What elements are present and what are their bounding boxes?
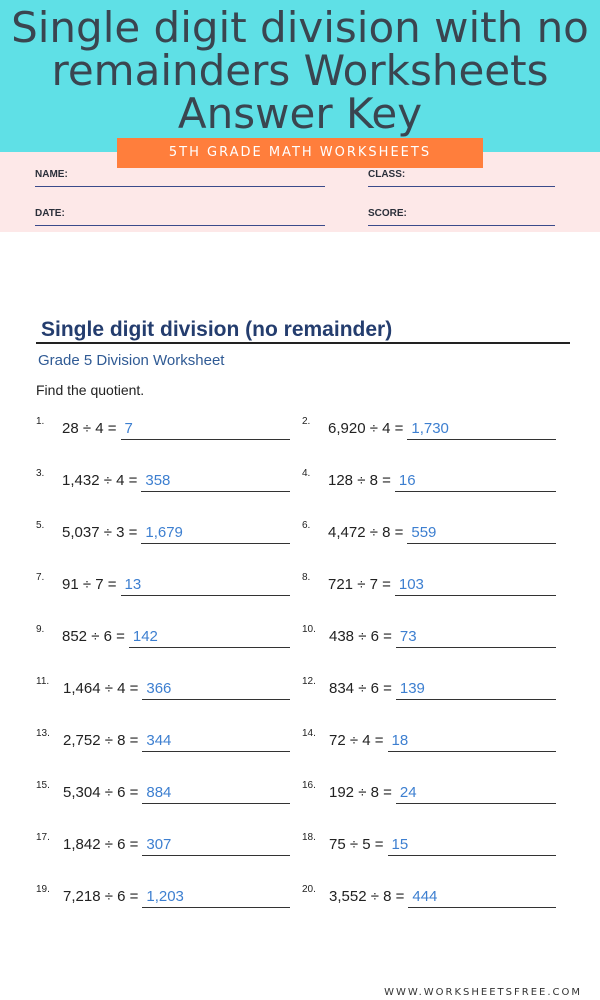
problem-expression: 1,842 ÷ 6 =	[63, 836, 139, 853]
answer-line	[388, 751, 556, 752]
problem-number: 5.	[36, 520, 45, 531]
answer-line	[142, 751, 290, 752]
problem-item	[36, 624, 296, 646]
problem-number: 18.	[302, 832, 316, 843]
problem-expression: 834 ÷ 6 =	[329, 680, 392, 697]
problem-number: 19.	[36, 884, 50, 895]
problem-expression: 7,218 ÷ 6 =	[63, 888, 139, 905]
problem-expression: 6,920 ÷ 4 =	[328, 420, 404, 437]
answer-value: 1,730	[411, 420, 449, 437]
problem-number: 7.	[36, 572, 45, 583]
answer-value: 73	[399, 628, 417, 645]
answer-value: 15	[391, 836, 409, 853]
class-field-line	[368, 186, 555, 187]
answer-line	[407, 439, 556, 440]
answer-line	[121, 595, 290, 596]
date-label: DATE:	[35, 208, 65, 219]
answer-value: 1,679	[145, 524, 183, 541]
problem-number: 10.	[302, 624, 316, 635]
answer-line	[142, 803, 290, 804]
answer-line	[395, 595, 556, 596]
problem-expression: 852 ÷ 6 =	[62, 628, 125, 645]
problem-item	[302, 572, 562, 594]
problem-item	[302, 468, 562, 490]
problem-expression: 721 ÷ 7 =	[328, 576, 391, 593]
answer-line	[388, 855, 556, 856]
problem-item	[302, 416, 562, 438]
date-field-line	[35, 225, 325, 226]
problem-number: 9.	[36, 624, 45, 635]
title-line-2: remainders Worksheets	[51, 46, 549, 95]
title-divider	[36, 342, 570, 344]
problem-expression: 5,304 ÷ 6 =	[63, 784, 139, 801]
problem-item	[302, 624, 562, 646]
problem-expression: 2,752 ÷ 8 =	[63, 732, 139, 749]
answer-value: 7	[124, 420, 133, 437]
answer-line	[142, 699, 290, 700]
problem-number: 15.	[36, 780, 50, 791]
problem-item	[36, 676, 296, 698]
problem-number: 6.	[302, 520, 311, 531]
problem-item	[36, 884, 296, 906]
answer-line	[395, 491, 556, 492]
problem-number: 20.	[302, 884, 316, 895]
answer-line	[141, 491, 290, 492]
problem-number: 2.	[302, 416, 311, 427]
problem-expression: 192 ÷ 8 =	[329, 784, 392, 801]
class-label: CLASS:	[368, 169, 406, 180]
answer-line	[407, 543, 556, 544]
answer-value: 344	[146, 732, 172, 749]
answer-line	[121, 439, 290, 440]
answer-line	[129, 647, 290, 648]
answer-value: 559	[411, 524, 437, 541]
problem-expression: 128 ÷ 8 =	[328, 472, 391, 489]
problem-number: 8.	[302, 572, 311, 583]
problem-expression: 72 ÷ 4 =	[329, 732, 384, 749]
page-title	[0, 3, 600, 138]
problem-number: 11.	[36, 676, 50, 687]
answer-line	[396, 699, 556, 700]
problem-number: 1.	[36, 416, 45, 427]
answer-line	[142, 907, 290, 908]
problem-item	[302, 728, 562, 750]
problem-item	[302, 676, 562, 698]
answer-value: 139	[399, 680, 425, 697]
answer-value: 16	[398, 472, 416, 489]
answer-value: 24	[399, 784, 417, 801]
answer-value: 103	[398, 576, 424, 593]
problem-number: 14.	[302, 728, 316, 739]
title-line-1: Single digit division with no	[11, 3, 589, 52]
problem-expression: 1,432 ÷ 4 =	[62, 472, 138, 489]
problem-item	[302, 832, 562, 854]
problem-item	[36, 520, 296, 542]
answer-value: 884	[146, 784, 172, 801]
problem-number: 16.	[302, 780, 316, 791]
answer-value: 142	[132, 628, 158, 645]
answer-line	[141, 543, 290, 544]
problem-item	[36, 780, 296, 802]
name-label: NAME:	[35, 169, 68, 180]
answer-value: 1,203	[146, 888, 184, 905]
answer-value: 18	[391, 732, 409, 749]
problem-number: 12.	[302, 676, 316, 687]
problem-item	[36, 572, 296, 594]
answer-line	[408, 907, 556, 908]
problem-expression: 91 ÷ 7 =	[62, 576, 117, 593]
worksheet-title: Single digit division (no remainder)	[41, 318, 393, 341]
problem-expression: 3,552 ÷ 8 =	[329, 888, 405, 905]
answer-value: 307	[146, 836, 172, 853]
problem-number: 13.	[36, 728, 50, 739]
answer-value: 366	[146, 680, 172, 697]
score-label: SCORE:	[368, 208, 407, 219]
problem-item	[302, 520, 562, 542]
problem-item	[36, 468, 296, 490]
problem-expression: 75 ÷ 5 =	[329, 836, 384, 853]
problem-expression: 4,472 ÷ 8 =	[328, 524, 404, 541]
answer-value: 358	[145, 472, 171, 489]
score-field-line	[368, 225, 555, 226]
site-url: WWW.WORKSHEETSFREE.COM	[384, 987, 582, 998]
problem-item	[36, 728, 296, 750]
problem-number: 4.	[302, 468, 311, 479]
problem-expression: 5,037 ÷ 3 =	[62, 524, 138, 541]
problem-item	[36, 832, 296, 854]
title-line-3: Answer Key	[177, 89, 423, 138]
name-field-line	[35, 186, 325, 187]
problem-number: 3.	[36, 468, 45, 479]
answer-value: 13	[124, 576, 142, 593]
grade-badge: 5TH GRADE MATH WORKSHEETS	[117, 138, 483, 168]
problem-expression: 28 ÷ 4 =	[62, 420, 117, 437]
header-banner	[0, 0, 600, 152]
answer-line	[396, 647, 556, 648]
problem-expression: 438 ÷ 6 =	[329, 628, 392, 645]
problem-expression: 1,464 ÷ 4 =	[63, 680, 139, 697]
answer-line	[396, 803, 556, 804]
worksheet-instruction: Find the quotient.	[36, 382, 145, 398]
answer-value: 444	[412, 888, 438, 905]
worksheet-subtitle: Grade 5 Division Worksheet	[38, 352, 225, 369]
answer-line	[142, 855, 290, 856]
problem-item	[36, 416, 296, 438]
problem-item	[302, 780, 562, 802]
problem-item	[302, 884, 562, 906]
problem-number: 17.	[36, 832, 50, 843]
